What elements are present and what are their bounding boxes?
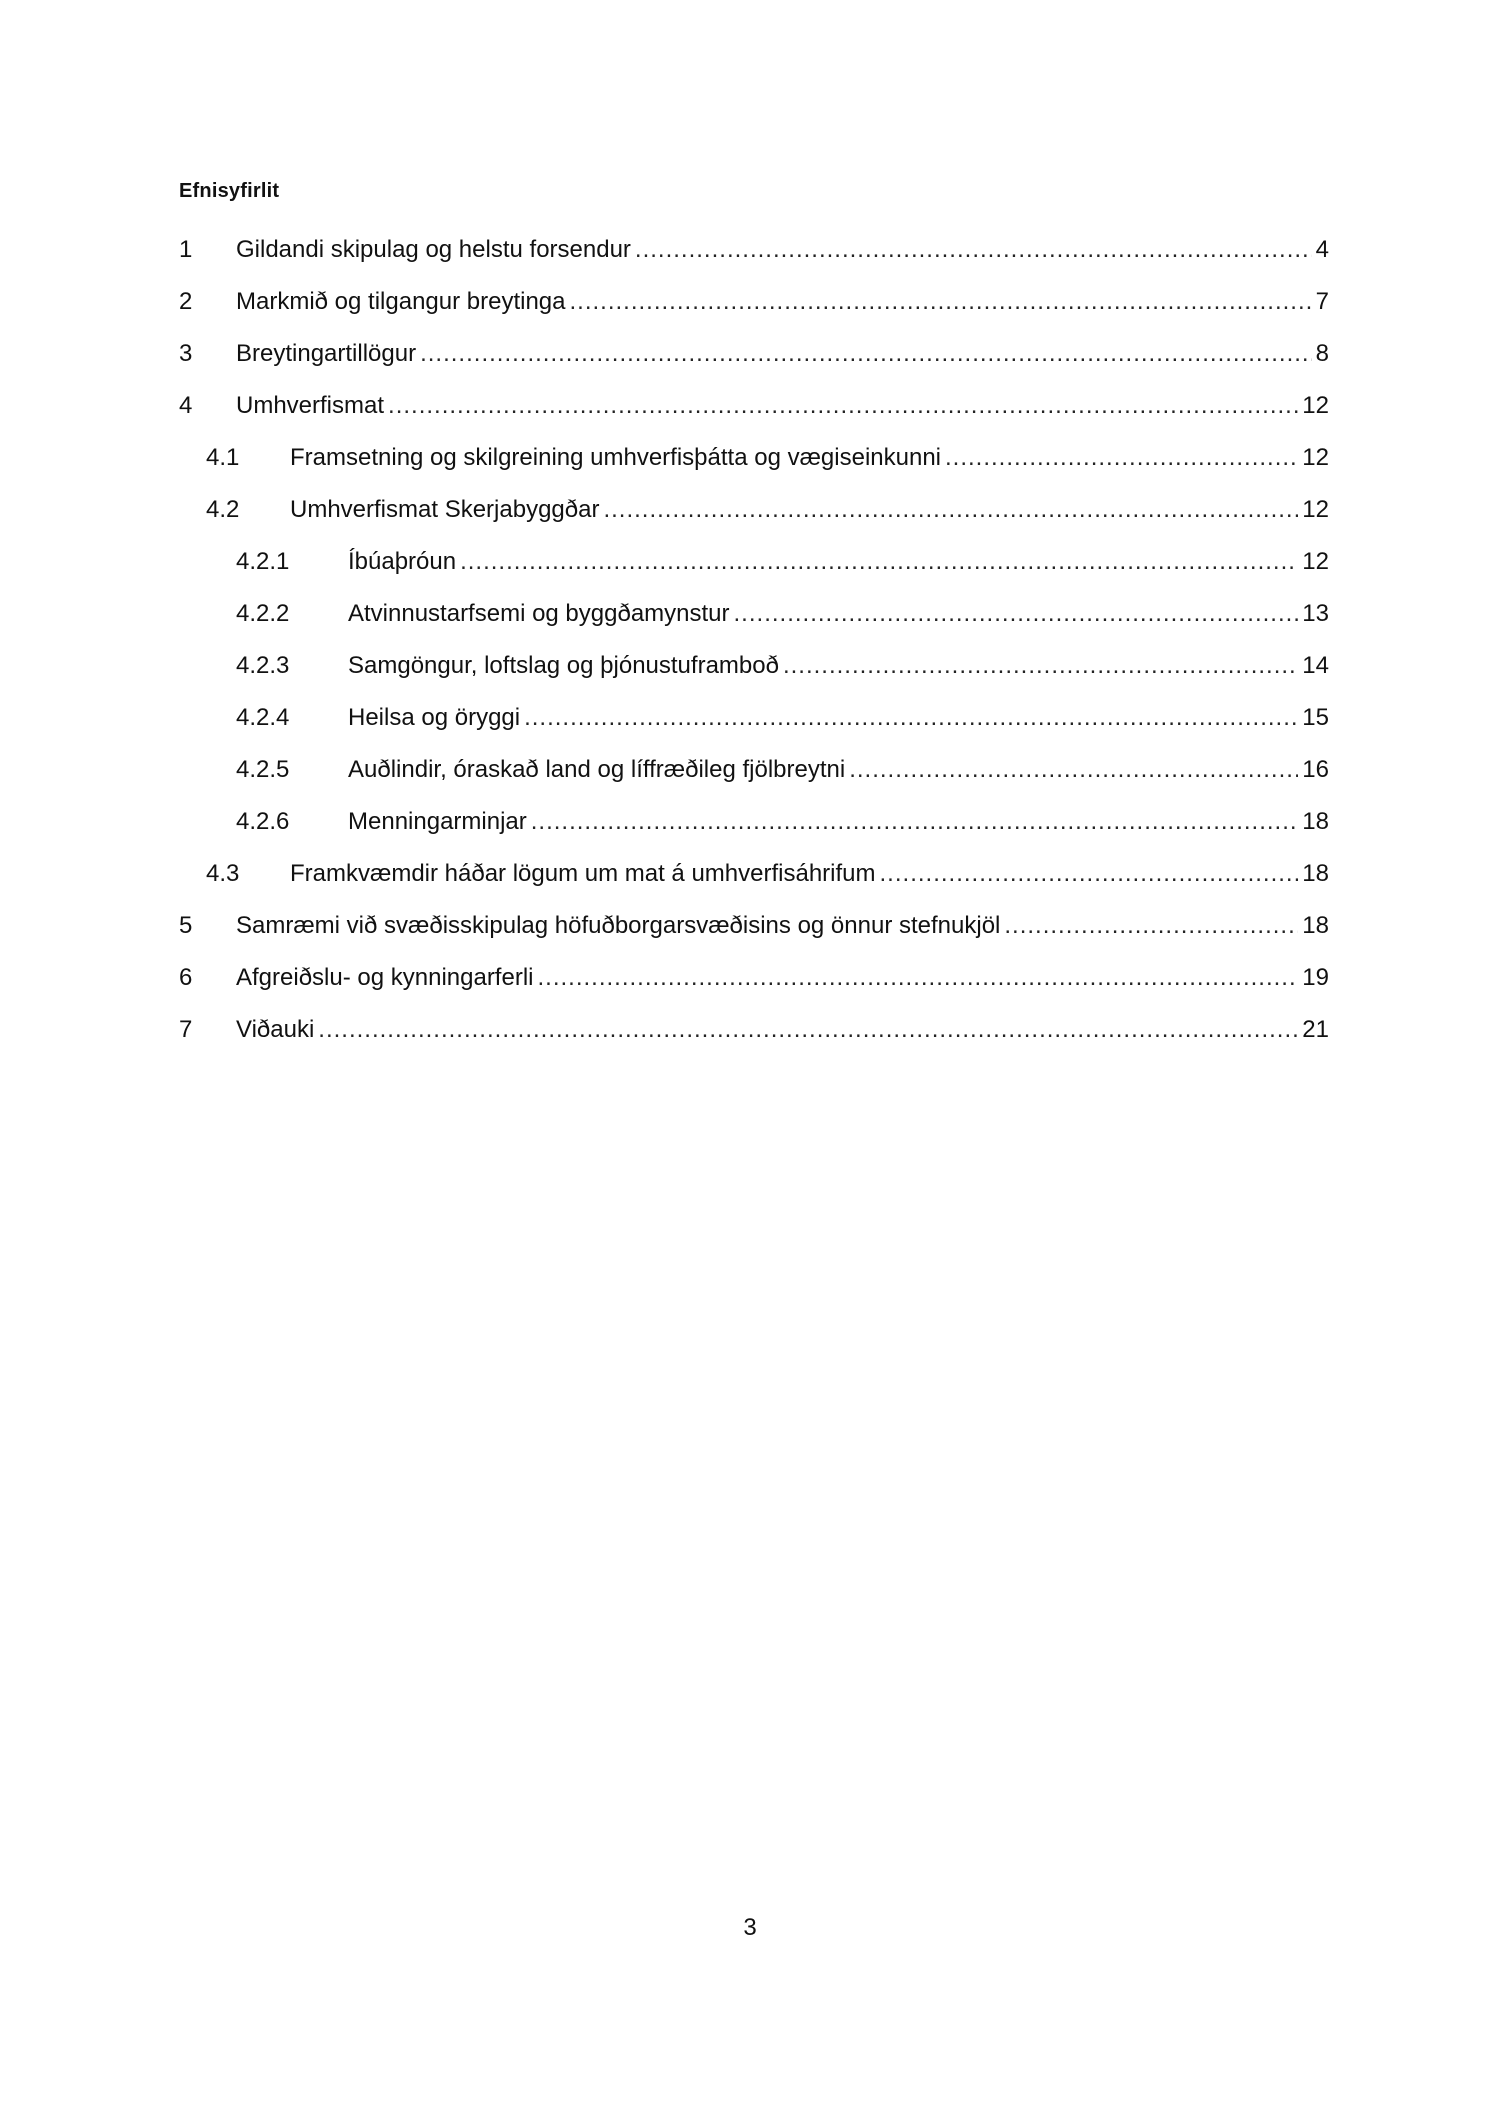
toc-entry[interactable] — [179, 1016, 1329, 1068]
toc-dot-leader — [570, 288, 1312, 316]
toc-entry-page: 18 — [1302, 860, 1329, 887]
toc-entry-title[interactable]: Heilsa og öryggi — [348, 704, 521, 731]
toc-entry-number: 4.2.2 — [236, 600, 290, 627]
toc-entry[interactable] — [179, 912, 1329, 964]
toc-entry-page: 4 — [1315, 236, 1329, 263]
toc-entry[interactable] — [179, 392, 1329, 444]
toc-entry-number: 1 — [179, 236, 193, 263]
toc-entry-number: 4.2.3 — [236, 652, 290, 679]
toc-entry-number: 4.2.4 — [236, 704, 290, 731]
toc-entry-title[interactable]: Markmið og tilgangur breytinga — [236, 288, 566, 315]
toc-entry-title[interactable]: Auðlindir, óraskað land og líffræðileg fjölbreytni — [348, 756, 846, 783]
toc-entry-page: 16 — [1302, 756, 1329, 783]
toc-entry-page: 13 — [1302, 600, 1329, 627]
toc-entry-title[interactable]: Viðauki — [236, 1016, 315, 1043]
toc-entry-number: 7 — [179, 1016, 193, 1043]
toc-entry-page: 12 — [1302, 392, 1329, 419]
toc-entry-number: 2 — [179, 288, 193, 315]
toc-entry[interactable] — [179, 860, 1329, 912]
toc-entry-page: 12 — [1302, 444, 1329, 471]
toc-entry-number: 6 — [179, 964, 193, 991]
toc-entry[interactable] — [179, 964, 1329, 1016]
toc-entry-page: 18 — [1302, 912, 1329, 939]
toc-dot-leader — [318, 1016, 1298, 1044]
toc-dot-leader — [945, 444, 1298, 472]
toc-entry-number: 4.2.1 — [236, 548, 290, 575]
toc-entry-page: 18 — [1302, 808, 1329, 835]
toc-entry[interactable] — [179, 496, 1329, 548]
toc-entry[interactable] — [179, 808, 1329, 860]
toc-entry[interactable] — [179, 288, 1329, 340]
toc-dot-leader — [537, 964, 1298, 992]
toc-entry[interactable] — [179, 704, 1329, 756]
toc-entry-number: 4.3 — [206, 860, 240, 887]
toc-dot-leader — [524, 704, 1298, 732]
toc-entry-title[interactable]: Umhverfismat Skerjabyggðar — [290, 496, 600, 523]
toc-entry-number: 3 — [179, 340, 193, 367]
toc-dot-leader — [1004, 912, 1298, 940]
toc-entry-page: 12 — [1302, 496, 1329, 523]
toc-entry-page: 21 — [1302, 1016, 1329, 1043]
toc-dot-leader — [849, 756, 1298, 784]
toc-list — [179, 236, 1329, 1068]
toc-entry-number: 4.2 — [206, 496, 240, 523]
toc-entry-title[interactable]: Framsetning og skilgreining umhverfisþátta og vægiseinkunni — [290, 444, 941, 471]
toc-entry-number: 4.2.5 — [236, 756, 290, 783]
toc-entry-title[interactable]: Afgreiðslu- og kynningarferli — [236, 964, 534, 991]
toc-entry-number: 4.2.6 — [236, 808, 290, 835]
toc-entry[interactable] — [179, 444, 1329, 496]
toc-heading: Efnisyfirlit — [179, 180, 280, 202]
toc-dot-leader — [734, 600, 1299, 628]
toc-entry-page: 15 — [1302, 704, 1329, 731]
toc-dot-leader — [531, 808, 1299, 836]
page-number: 3 — [743, 1914, 757, 1941]
toc-entry-page: 12 — [1302, 548, 1329, 575]
toc-entry-title[interactable]: Menningarminjar — [348, 808, 527, 835]
toc-entry-title[interactable]: Atvinnustarfsemi og byggðamynstur — [348, 600, 730, 627]
toc-entry[interactable] — [179, 652, 1329, 704]
toc-dot-leader — [635, 236, 1312, 264]
toc-entry-title[interactable]: Gildandi skipulag og helstu forsendur — [236, 236, 631, 263]
toc-entry[interactable] — [179, 340, 1329, 392]
toc-dot-leader — [388, 392, 1298, 420]
toc-entry[interactable] — [179, 756, 1329, 808]
toc-dot-leader — [880, 860, 1299, 888]
toc-entry[interactable] — [179, 548, 1329, 600]
toc-entry-title[interactable]: Breytingartillögur — [236, 340, 417, 367]
toc-entry-title[interactable]: Samgöngur, loftslag og þjónustuframboð — [348, 652, 779, 679]
toc-entry-number: 5 — [179, 912, 193, 939]
toc-entry[interactable] — [179, 236, 1329, 288]
toc-entry-number: 4.1 — [206, 444, 240, 471]
toc-entry[interactable] — [179, 600, 1329, 652]
toc-entry-title[interactable]: Umhverfismat — [236, 392, 385, 419]
toc-entry-number: 4 — [179, 392, 193, 419]
toc-dot-leader — [420, 340, 1312, 368]
toc-entry-page: 8 — [1315, 340, 1329, 367]
toc-entry-page: 7 — [1315, 288, 1329, 315]
toc-entry-title[interactable]: Framkvæmdir háðar lögum um mat á umhverfisáhrifum — [290, 860, 876, 887]
toc-entry-page: 14 — [1302, 652, 1329, 679]
toc-dot-leader — [460, 548, 1298, 576]
toc-entry-title[interactable]: Íbúaþróun — [348, 548, 457, 575]
toc-dot-leader — [783, 652, 1298, 680]
toc-entry-title[interactable]: Samræmi við svæðisskipulag höfuðborgarsvæðisins og önnur stefnukjöl — [236, 912, 1001, 939]
toc-entry-page: 19 — [1302, 964, 1329, 991]
toc-dot-leader — [603, 496, 1298, 524]
